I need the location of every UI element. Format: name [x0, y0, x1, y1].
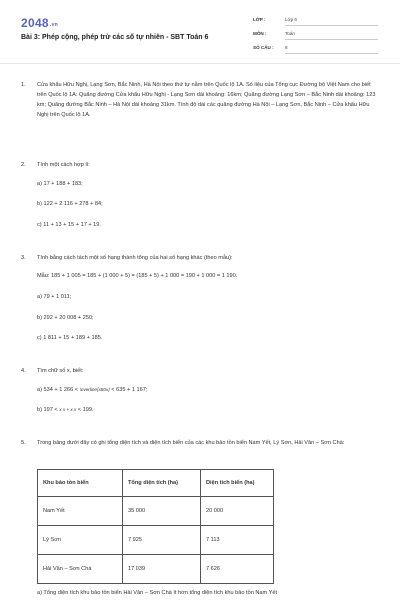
- question-4-text: Tìm chữ số x, biết:: [37, 368, 84, 374]
- table-row: [38, 555, 274, 584]
- table-header-cell: Khu bảo tồn biển: [38, 470, 123, 497]
- meta-question-count: SỐ CÂU : 8: [253, 45, 378, 55]
- question-3-text: Tính bằng cách tách một số hạng thành tổng của hai số hạng khác (theo mẫu):: [37, 255, 233, 261]
- table-cell: Lý Sơn: [38, 526, 123, 555]
- meta-subject: MÔN : Toán: [253, 31, 378, 41]
- question-4-item-b: b) 197 < x x + x x < 199.: [37, 407, 94, 413]
- question-3-item-c: c) 1 811 + 15 + 189 + 185.: [37, 335, 103, 341]
- table-header-row: [38, 470, 274, 497]
- question-3-item-a: a) 79 + 1 011;: [37, 294, 72, 300]
- document-title: Bài 3: Phép cộng, phép trừ các số tự nhiên - SBT Toán 6: [21, 34, 209, 41]
- question-2-text: Tính một cách hợp lí:: [37, 162, 90, 168]
- question-1-text: Cửa khẩu Hữu Nghị, Lạng Sơn, Bắc Ninh, Hà Nội theo thứ tự nằm trên Quốc lộ 1A. Số liệu của Tổng cục Đường bộ Việt Nam cho biết trên Quốc lộ 1A: Quãng đường Cửa khẩu Hữu Nghị - Lạng Sơn dài khoảng: 16km; Quãng đường Lạng Sơn – Bắc Ninh dài khoảng: 123 km; Quãng đường Bắc Ninh – Hà Nội dài khoảng 31km. Tính độ dài các quãng đường Hà Nội – Lạng Sơn, Bắc Ninh – Cửa khẩu Hữu Nghị trên Quốc lộ 1A.: [37, 82, 376, 118]
- table-cell: Hải Vân – Sơn Chà: [38, 555, 123, 584]
- table-header-cell: Tổng diện tích (ha): [123, 470, 201, 497]
- table-cell: 7 925: [123, 526, 201, 555]
- table-row: [38, 497, 274, 526]
- table-cell: 35 000: [123, 497, 201, 526]
- question-4-item-a: a) 534 + 1 266 < \overline{x80x} < 635 + 1 167;: [37, 387, 148, 393]
- meta-class: LỚP : Lớp 6: [253, 17, 378, 27]
- question-4: 4. Tìm chữ số x, biết:: [21, 366, 381, 376]
- question-5: 5. Trong bảng dưới đây có ghi tổng diện tích và diện tích biển của các khu bảo tồn biển Nam Yết, Lý Sơn, Hải Vân – Sơn Chà:: [21, 438, 381, 448]
- table-row: [38, 526, 274, 555]
- question-2: 2. Tính một cách hợp lí:: [21, 160, 381, 170]
- table-cell: Nam Yết: [38, 497, 123, 526]
- question-3-example: Mẫu: 185 + 1 005 = 185 + (1 000 + 5) = (185 + 5) + 1 000 = 190 + 1 000 = 1 190.: [37, 273, 238, 279]
- site-logo[interactable]: $2048^{.vn}$: [21, 16, 59, 30]
- question-5-item-a: a) Tổng diện tích khu bảo tồn biển Hải Vân – Sơn Chà ít hơn tổng diện tích khu bảo tồn Nam Yết: [37, 590, 278, 596]
- page-header: [0, 0, 400, 64]
- question-2-item-a: a) 17 + 188 + 183;: [37, 181, 83, 187]
- question-2-item-b: b) 122 + 2 116 + 278 + 84;: [37, 201, 103, 207]
- question-2-item-c: c) 11 + 13 + 15 + 17 + 19.: [37, 222, 101, 228]
- table-cell: 17 039: [123, 555, 201, 584]
- header-divider: [0, 63, 400, 64]
- question-3-item-b: b) 292 + 20 008 + 250;: [37, 315, 94, 321]
- table-cell: 20 000: [201, 497, 274, 526]
- question-3: 3. Tính bằng cách tách một số hạng thành tổng của hai số hạng khác (theo mẫu):: [21, 253, 381, 263]
- question-1: 1. Cửa khẩu Hữu Nghị, Lạng Sơn, Bắc Ninh, Hà Nội theo thứ tự nằm trên Quốc lộ 1A. Số liệu của Tổng cục Đường bộ Việt Nam cho biết trên Quốc lộ 1A: Quãng đường Cửa khẩu Hữu Nghị - Lạng Sơn dài khoảng: 16km; Quãng đường Lạng Sơn – Bắc Ninh dài khoảng: 123 km; Quãng đường Bắc Ninh – Hà Nội dài khoảng 31km. Tính độ dài các quãng đường Hà Nội – Lạng Sơn, Bắc Ninh – Cửa khẩu Hữu Nghị trên Quốc lộ 1A.: [21, 80, 381, 120]
- table-cell: 7 626: [201, 555, 274, 584]
- table-header-cell: Diện tích biển (ha): [201, 470, 274, 497]
- table-cell: 7 113: [201, 526, 274, 555]
- question-5-text: Trong bảng dưới đây có ghi tổng diện tích và diện tích biển của các khu bảo tồn biển Nam Yết, Lý Sơn, Hải Vân – Sơn Chà:: [37, 440, 345, 446]
- marine-reserve-table: [37, 469, 274, 584]
